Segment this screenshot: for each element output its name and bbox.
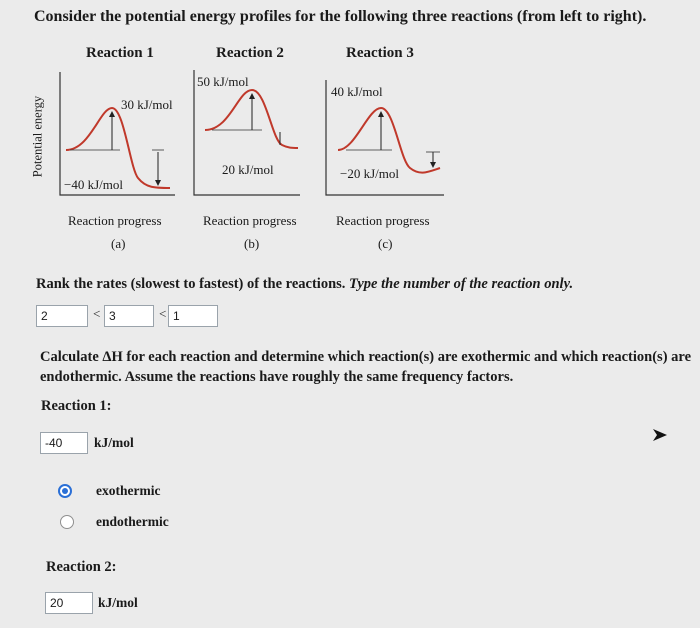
reaction-2-dh-input[interactable]: 20: [45, 592, 93, 614]
rank-prompt-italic: Type the number of the reaction only.: [349, 276, 574, 292]
y-axis-label: Potential energy: [30, 95, 45, 178]
endothermic-label[interactable]: endothermic: [96, 514, 169, 529]
exothermic-label[interactable]: exothermic: [96, 483, 161, 498]
ea-label-a: 30 kJ/mol: [121, 97, 173, 112]
rank-slot-1-input[interactable]: 2: [36, 305, 88, 327]
x-label-a: Reaction progress: [68, 213, 162, 228]
x-label-b: Reaction progress: [203, 213, 297, 228]
rank-prompt: Rank the rates (slowest to fastest) of the reactions. Type the number of the reaction only.: [36, 276, 574, 292]
reaction-2-header: Reaction 2: [216, 45, 284, 61]
dh-label-c: −20 kJ/mol: [340, 166, 399, 181]
sub-label-a: (a): [111, 236, 126, 251]
reaction-2-label: Reaction 2:: [46, 559, 117, 575]
sub-label-b: (b): [244, 236, 260, 251]
less-than-2: <: [159, 306, 167, 321]
ea-label-b: 50 kJ/mol: [197, 74, 249, 89]
less-than-1: <: [93, 306, 101, 321]
sub-label-c: (c): [378, 236, 393, 251]
reaction-1-dh-input[interactable]: -40: [40, 432, 88, 454]
ea-label-c: 40 kJ/mol: [331, 84, 383, 99]
rank-slot-2-input[interactable]: 3: [104, 305, 154, 327]
endothermic-radio[interactable]: [60, 515, 74, 529]
reaction-1-label: Reaction 1:: [41, 398, 112, 414]
exothermic-radio[interactable]: [58, 484, 72, 498]
dh-label-a: −40 kJ/mol: [64, 177, 123, 192]
reaction-3-header: Reaction 3: [346, 45, 414, 61]
reaction-2-unit: kJ/mol: [98, 595, 138, 610]
rank-slot-3-input[interactable]: 1: [168, 305, 218, 327]
cursor-icon: [652, 428, 668, 442]
reaction-1-header: Reaction 1: [86, 45, 154, 61]
calc-prompt: Calculate ΔH for each reaction and determine which reaction(s) are exothermic and which reaction(s) are endothermic. Assume the reactions have roughly the same frequency factors.: [40, 349, 692, 385]
curve-a: [66, 108, 170, 188]
reaction-1-unit: kJ/mol: [94, 435, 134, 450]
dh-label-b: 20 kJ/mol: [222, 162, 274, 177]
question-title: Consider the potential energy profiles for the following three reactions (from left to right).: [34, 8, 647, 25]
x-label-c: Reaction progress: [336, 213, 430, 228]
curve-c: [338, 108, 440, 173]
